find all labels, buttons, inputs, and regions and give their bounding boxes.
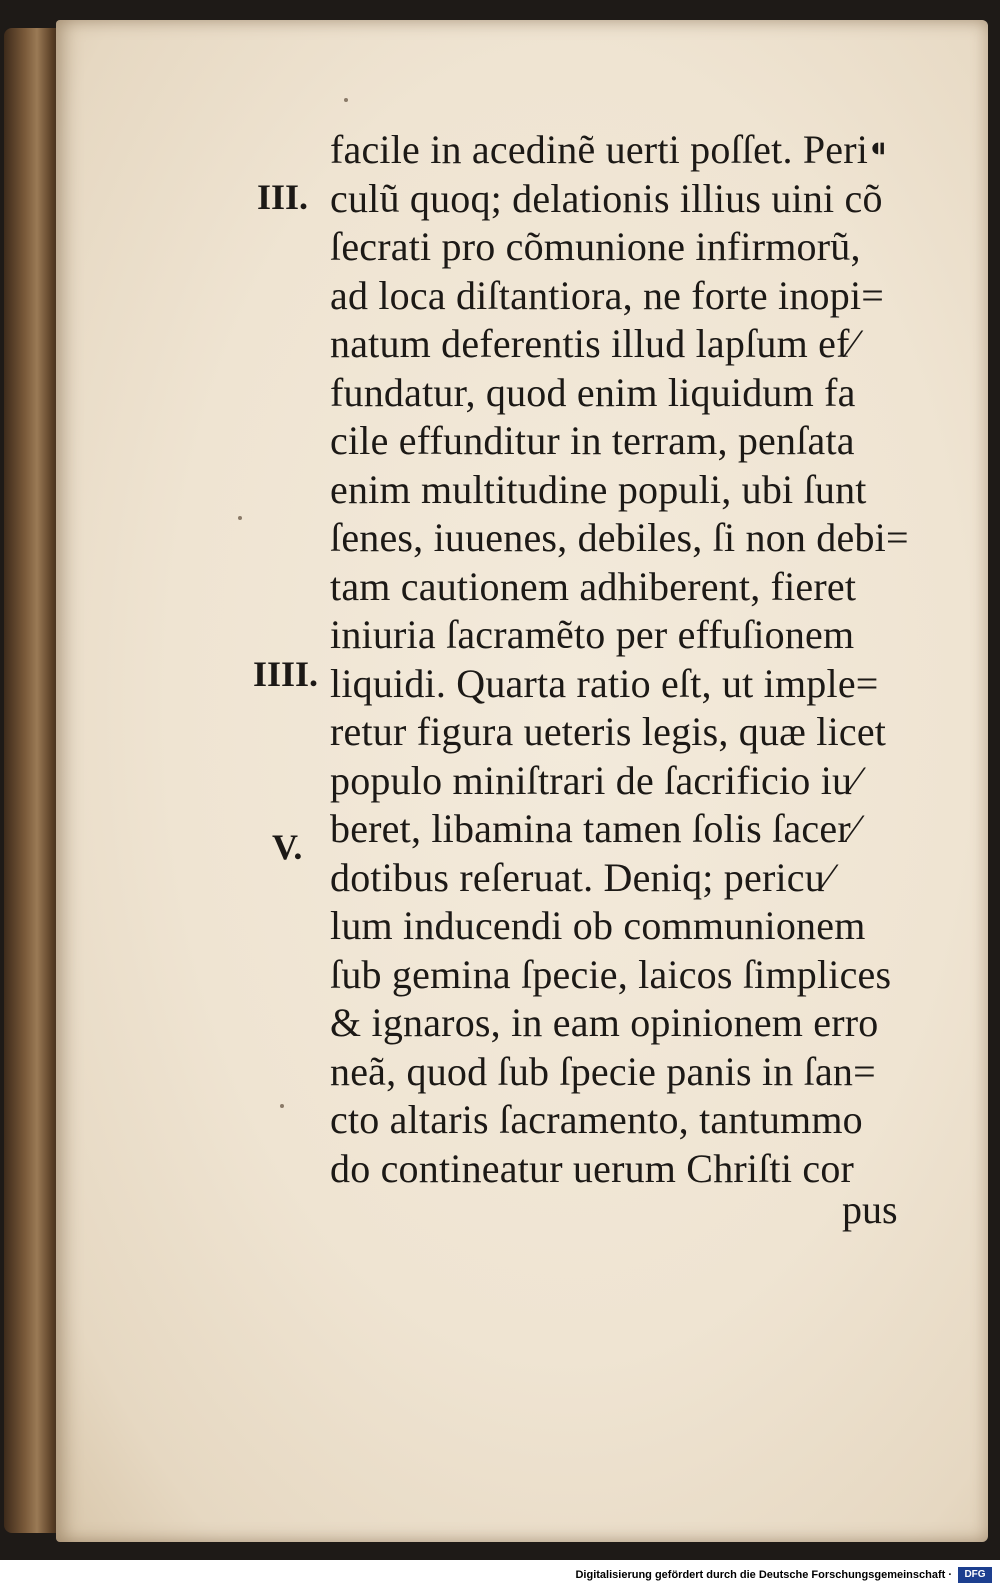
footer-credit: Digitalisierung gefördert durch die Deutsche Forschungsgemeinschaft · (575, 1569, 952, 1581)
speck (344, 98, 348, 102)
text-line: iniuria ſacramẽto per effuſionem (330, 612, 855, 657)
dfg-logo-icon: DFG (958, 1567, 992, 1583)
text-line: cto altaris ſacramento, tantummo (330, 1097, 863, 1142)
text-line: ſenes, iuuenes, debiles, ſi non debi= (330, 515, 909, 560)
text-line: & ignaros, in eam opinionem erro (330, 1000, 879, 1045)
text-line: facile in acedinẽ uerti poſſet. Peri⁌ (330, 127, 889, 172)
text-line: populo miniſtrari de ſacrificio iu⁄ (330, 757, 860, 803)
margin-marker-iii: III. (257, 177, 309, 217)
text-line: tam cautionem adhiberent, fieret (330, 563, 857, 609)
text-line: enim multitudine populi, ubi ſunt (330, 466, 867, 512)
text-block (330, 126, 920, 1193)
text-line: do contineatur uerum Chriſti cor (330, 1145, 855, 1191)
text-line: retur figura ueteris legis, quæ licet (330, 709, 887, 754)
text-line: beret, libamina tamen ſolis ſacer⁄ (330, 806, 858, 851)
text-line: neã, quod ſub ſpecie panis in ſan= (330, 1048, 876, 1094)
text-line: lum inducendi ob communionem (330, 903, 866, 948)
speck (238, 516, 242, 520)
margin-marker-iiii: IIII. (253, 654, 319, 694)
margin-marker-v: V. (272, 827, 303, 867)
text-line: culũ quoq; delationis illius uini cõ (330, 175, 883, 221)
text-line: ad loca diſtantiora, ne forte inopi= (330, 272, 885, 318)
footer-bar (0, 1560, 1000, 1592)
text-line: fundatur, quod enim liquidum fa (330, 369, 856, 415)
text-line: ſecrati pro cõmunione infirmorũ, (330, 224, 861, 269)
text-line: liquidi. Quarta ratio eſt, ut imple= (330, 660, 879, 706)
book-spine-edge (4, 28, 64, 1533)
text-line: cile effunditur in terram, penſata (330, 418, 855, 463)
catchword: pus (842, 1187, 898, 1232)
text-line: natum deferentis illud lapſum ef⁄ (330, 321, 857, 366)
text-line: dotibus reſeruat. Deniq; pericu⁄ (330, 854, 832, 900)
speck (280, 1104, 284, 1108)
text-line: ſub gemina ſpecie, laicos ſimplices (330, 951, 892, 997)
